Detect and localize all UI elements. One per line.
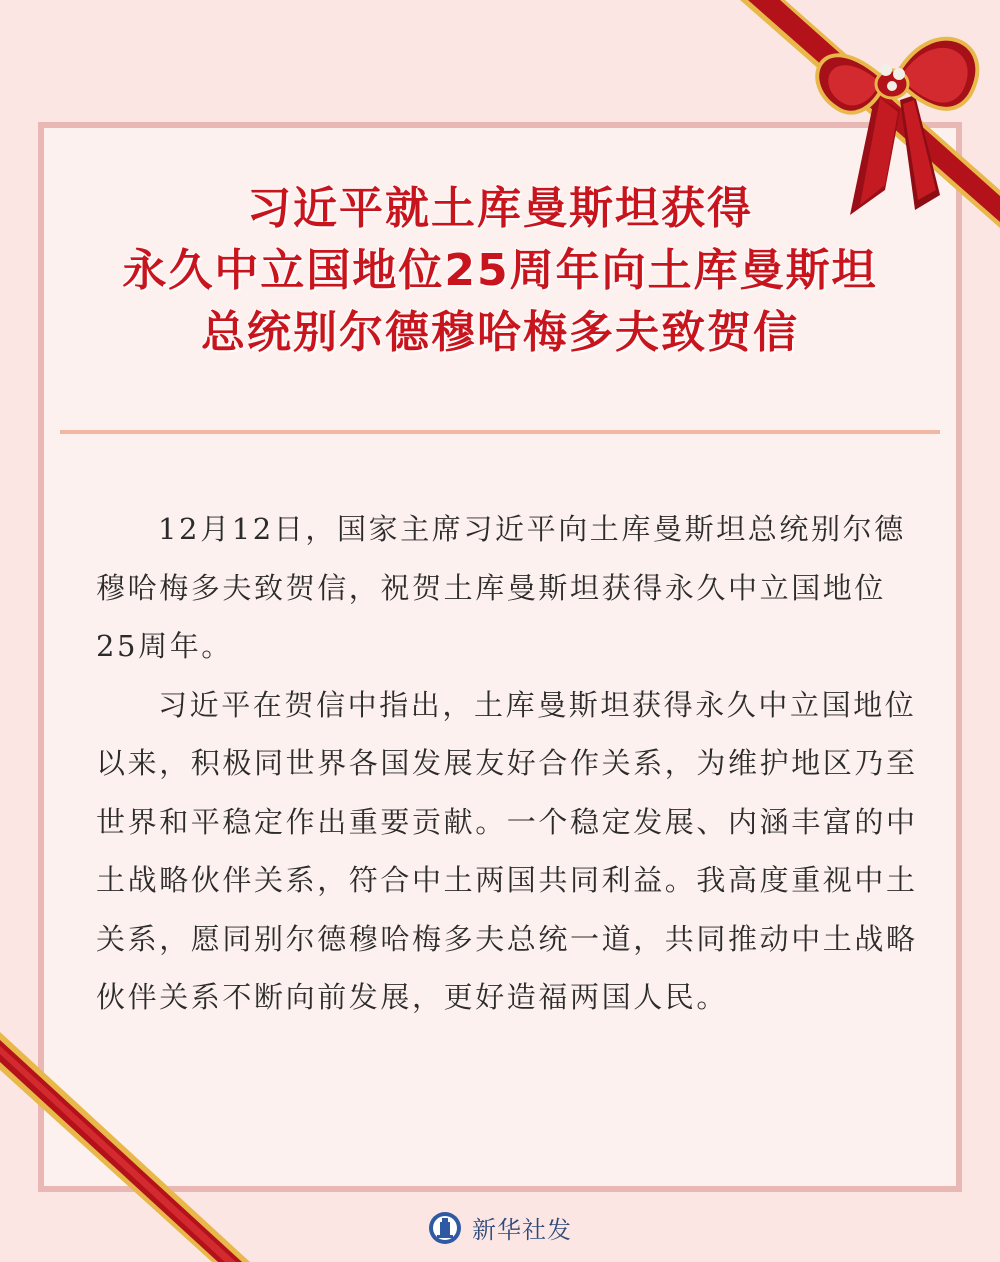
body-paragraph-1: 12月12日，国家主席习近平向土库曼斯坦总统别尔德穆哈梅多夫致贺信，祝贺土库曼斯坦获得永久中立国地位25周年。 — [96, 512, 906, 663]
footer — [0, 1210, 1000, 1245]
title-divider — [60, 430, 940, 434]
title-line-1: 习近平就土库曼斯坦获得 — [247, 183, 753, 234]
xinhua-logo-icon — [428, 1211, 462, 1245]
page-title — [40, 178, 960, 364]
title-line-2: 永久中立国地位25周年向土库曼斯坦 — [122, 245, 878, 296]
source-label: 新华社发 — [472, 1216, 572, 1244]
title-line-3: 总统别尔德穆哈梅多夫致贺信 — [201, 307, 799, 358]
letter-body — [96, 500, 926, 1027]
body-paragraph-2: 习近平在贺信中指出，土库曼斯坦获得永久中立国地位以来，积极同世界各国发展友好合作关系，为维护地区乃至世界和平稳定作出重要贡献。一个稳定发展、内涵丰富的中土战略伙伴关系，符合中土两国共同利益。我高度重视中土关系，愿同别尔德穆哈梅多夫总统一道，共同推动中土战略伙伴关系不断向前发展，更好造福两国人民。 — [96, 687, 918, 1014]
